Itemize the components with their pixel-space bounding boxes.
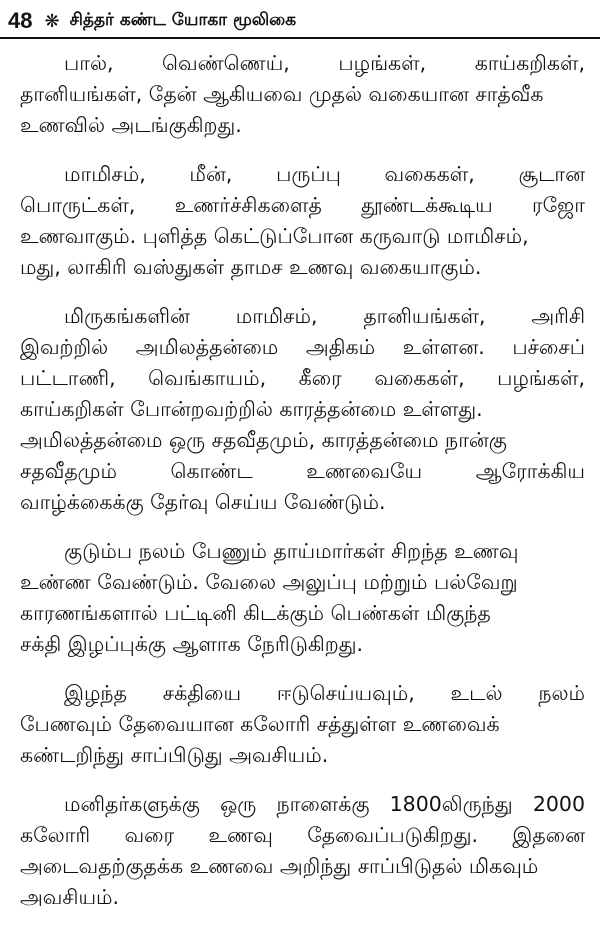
text-line: உண்ண வேண்டும். வேலை அலுப்பு மற்றும் பல்வேறு — [20, 570, 518, 594]
text-line: கலோரி வரை உணவு தேவைப்படுகிறது. இதனை — [20, 823, 585, 847]
paragraph — [20, 789, 585, 913]
text-line: இவற்றில் அமிலத்தன்மை அதிகம் உள்ளன. பச்சைப் — [20, 335, 585, 359]
flower-ornament-icon: ❋ — [44, 10, 60, 32]
text-line: அடைவதற்குதக்க உணவை அறிந்து சாப்பிடுதல் மிகவும் — [20, 854, 539, 878]
text-line: உணவாகும். புளித்த கெட்டுப்போன கருவாடு மாமிசம், — [20, 224, 529, 248]
text-line: பால், வெண்ணெய், பழங்கள், காய்கறிகள், — [64, 51, 585, 75]
text-line: வாழ்க்கைக்கு தேர்வு செய்ய வேண்டும். — [20, 490, 386, 514]
page-number: 48 — [8, 8, 33, 33]
paragraph — [20, 536, 585, 660]
text-line: பேணவும் தேவையான கலோரி சத்துள்ள உணவைக் — [20, 712, 500, 736]
header-divider — [0, 37, 600, 39]
paragraph — [20, 301, 585, 518]
text-line: பொருட்கள், உணர்ச்சிகளைத் தூண்டக்கூடிய ரஜோ — [20, 193, 585, 217]
text-line: மிருகங்களின் மாமிசம், தானியங்கள், அரிசி — [64, 304, 585, 328]
body-text — [20, 48, 585, 931]
paragraph — [20, 678, 585, 771]
text-line: காய்கறிகள் போன்றவற்றில் காரத்தன்மை உள்ளது. — [20, 397, 483, 421]
text-line: அவசியம். — [20, 885, 120, 909]
text-line: கண்டறிந்து சாப்பிடுது அவசியம். — [20, 743, 329, 767]
text-line: தானியங்கள், தேன் ஆகியவை முதல் வகையான சாத்வீக — [20, 82, 544, 106]
text-line: உணவில் அடங்குகிறது. — [20, 113, 242, 137]
text-line: மாமிசம், மீன், பருப்பு வகைகள், சூடான — [64, 162, 585, 186]
text-line: மது, லாகிரி வஸ்துகள் தாமச உணவு வகையாகும். — [20, 255, 482, 279]
text-line: மனிதர்களுக்கு ஒரு நாளைக்கு 1800லிருந்து 2000 — [64, 792, 585, 816]
paragraph — [20, 48, 585, 141]
text-line: குடும்ப நலம் பேணும் தாய்மார்கள் சிறந்த உணவு — [64, 539, 519, 563]
text-line: அமிலத்தன்மை ஒரு சதவீதமும், காரத்தன்மை நான்கு — [20, 428, 507, 452]
text-line: சதவீதமும் கொண்ட உணவையே ஆரோக்கிய — [20, 459, 585, 483]
paragraph — [20, 159, 585, 283]
text-line: இழந்த சக்தியை ஈடுசெய்யவும், உடல் நலம் — [64, 681, 585, 705]
text-line: காரணங்களால் பட்டினி கிடக்கும் பெண்கள் மிகுந்த — [20, 601, 491, 625]
text-line: சக்தி இழப்புக்கு ஆளாக நேரிடுகிறது. — [20, 632, 364, 656]
running-header — [8, 6, 588, 36]
running-title: சித்தர் கண்ட யோகா மூலிகை — [69, 10, 297, 30]
text-line: பட்டாணி, வெங்காயம், கீரை வகைகள், பழங்கள், — [20, 366, 585, 390]
